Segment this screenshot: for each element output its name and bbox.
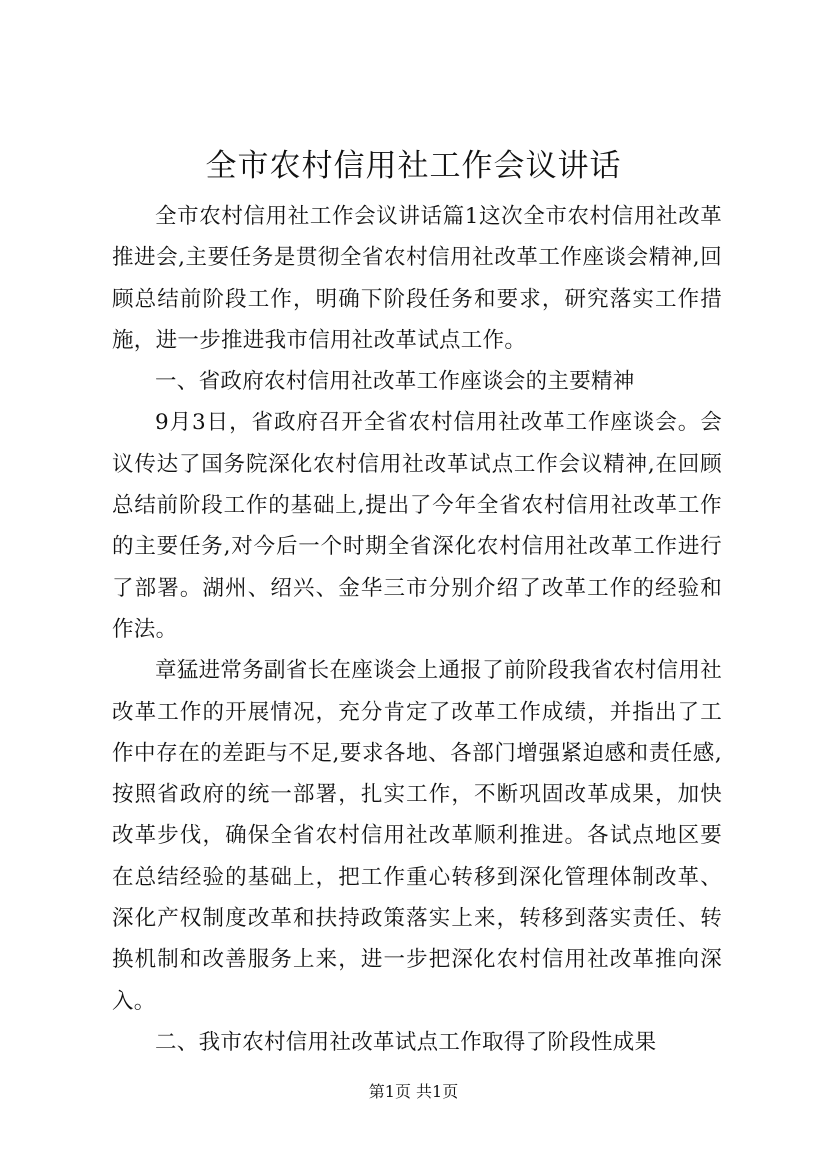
paragraph-intro: 全市农村信用社工作会议讲话篇1这次全市农村信用社改革推进会,主要任务是贯彻全省农村信用社改革工作座谈会精神,回顾总结前阶段工作，明确下阶段任务和要求，研究落实工作措施，进一步推进我市信用社改革试点工作。 (112, 204, 722, 353)
paragraph-governor-report: 章猛进常务副省长在座谈会上通报了前阶段我省农村信用社改革工作的开展情况，充分肯定了改革工作成绩，并指出了工作中存在的差距与不足,要求各地、各部门增强紧迫感和责任感,按照省政府的统一部署，扎实工作，不断巩固改革成果，加快改革步伐，确保全省农村信用社改革顺利推进。各试点地区要在总结经验的基础上，把工作重心转移到深化管理体制改革、深化产权制度改革和扶持政策落实上来，转移到落实责任、转换机制和改善服务上来，进一步把深化农村信用社改革推向深入。 (112, 658, 722, 1014)
paragraph-meeting: 9月3日，省政府召开全省农村信用社改革工作座谈会。会议传达了国务院深化农村信用社改革试点工作会议精神,在回顾总结前阶段工作的基础上,提出了今年全省农村信用社改革工作的主要任务,对今后一个时期全省深化农村信用社改革工作进行了部署。湖州、绍兴、金华三市分别介绍了改革工作的经验和作法。 (112, 410, 722, 642)
section-heading-2: 二、我市农村信用社改革试点工作取得了阶段性成果 (155, 1029, 657, 1055)
document-title: 全市农村信用社工作会议讲话 (205, 148, 622, 184)
document-body (112, 196, 722, 1063)
section-heading-1: 一、省政府农村信用社改革工作座谈会的主要精神 (155, 369, 635, 395)
page-number-footer: 第1页 共1页 (368, 1082, 459, 1101)
